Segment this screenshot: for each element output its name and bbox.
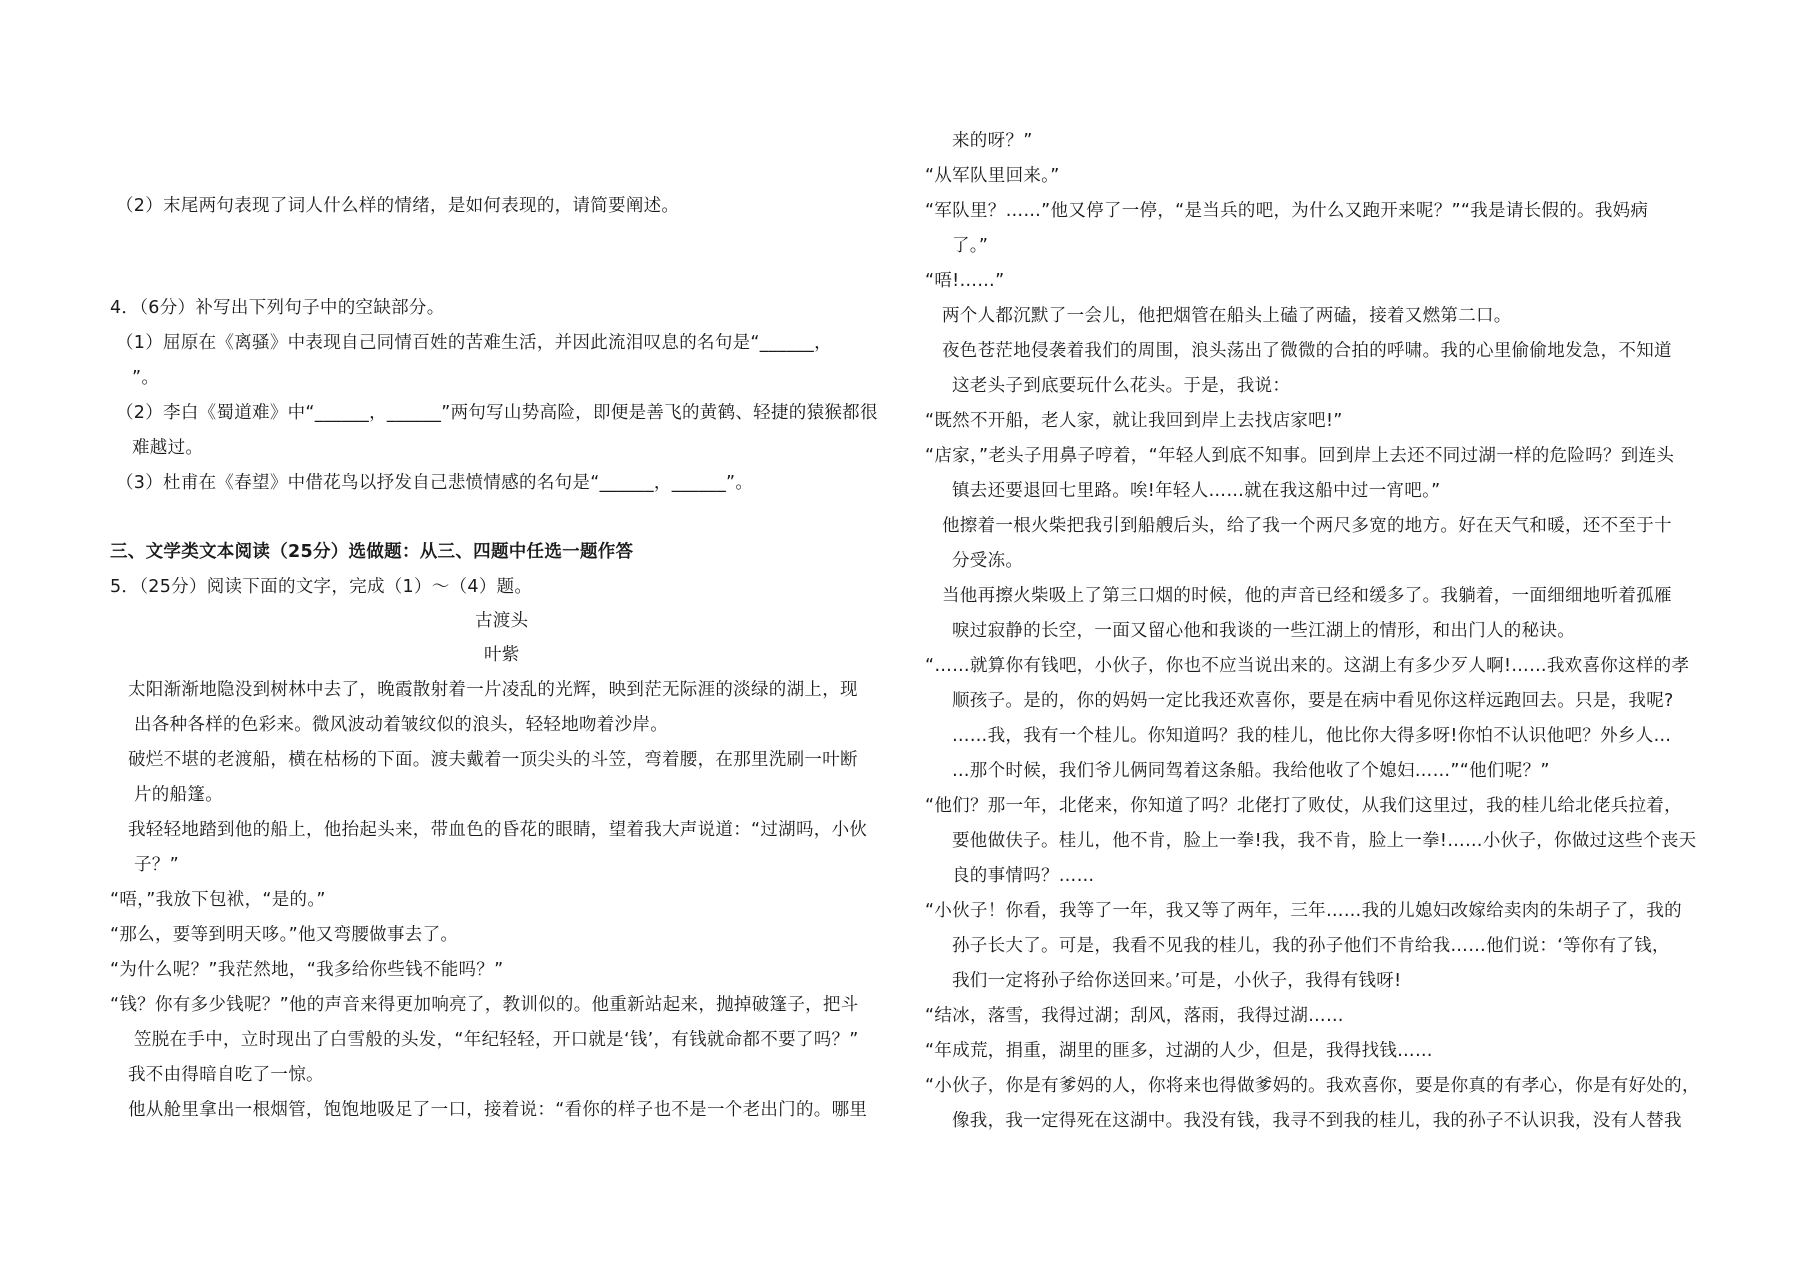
right-text-line: “唔!……” (925, 271, 1005, 291)
right-text-line: 这老头子到底要玩什么花头。于是，我说： (952, 376, 1291, 396)
right-text-line: 孙子长大了。可是，我看不见我的桂儿，我的孙子他们不肯给我……他们说：‘等你有了钱， (952, 936, 1670, 956)
left-text-line: 我不由得暗自吃了一惊。 (128, 1065, 324, 1085)
left-text-line: 难越过。 (132, 438, 204, 458)
right-text-line: 了。” (952, 236, 989, 256)
left-text-line: （3）杜甫在《春望》中借花鸟以抒发自己悲愤情感的名句是“______，______”。 (116, 473, 754, 493)
right-text-line: “既然不开船，老人家，就让我回到岸上去找店家吧!” (925, 411, 1343, 431)
right-text-line: ……我，我有一个桂儿。你知道吗？我的桂儿，他比你大得多呀!你怕不认识他吧？外乡人… (952, 726, 1672, 746)
left-text-line: 片的船篷。 (134, 785, 223, 805)
right-text-line: 像我，我一定得死在这湖中。我没有钱，我寻不到我的桂儿，我的孙子不认识我，没有人替我 (952, 1111, 1682, 1131)
right-text-line: 良的事情吗？…… (952, 866, 1095, 886)
right-text-line: “结冰，落雪，我得过湖；刮风，落雨，我得过湖…… (925, 1006, 1344, 1026)
left-text-line: 我轻轻地踏到他的船上，他抬起头来，带血色的昏花的眼睛，望着我大声说道：“过湖吗，小伙 (128, 820, 868, 840)
right-text-line: “小伙子，你是有爹妈的人，你将来也得做爹妈的。我欢喜你，要是你真的有孝心，你是有好处的， (925, 1076, 1700, 1096)
right-text-line: 要他做伕子。桂儿，他不肯，脸上一拳!我，我不肯，脸上一拳!……小伙子，你做过这些个丧天 (952, 831, 1697, 851)
left-text-line: 古渡头 (475, 611, 529, 631)
right-text-line: “从军队里回来。” (925, 166, 1060, 186)
left-text-line: （2）李白《蜀道难》中“______，______”两句写山势高险，即便是善飞的黄鹤、轻捷的猿猴都很 (116, 403, 878, 423)
left-text-line: 破烂不堪的老渡船，横在枯杨的下面。渡夫戴着一顶尖头的斗笠，弯着腰，在那里洗刷一叶断 (128, 750, 858, 770)
right-text-line: 来的呀？” (952, 131, 1033, 151)
left-text-line: 三、文学类文本阅读（25分）选做题：从三、四题中任选一题作答 (110, 542, 634, 562)
right-text-line: 分受冻。 (952, 551, 1024, 571)
left-text-line: ”。 (132, 368, 160, 388)
left-text-line: “唔，”我放下包袱，“是的。” (110, 890, 326, 910)
right-text-line: 我们一定将孙子给你送回来。’可是，小伙子，我得有钱呀! (952, 971, 1402, 991)
left-text-line: 出各种各样的色彩来。微风波动着皱纹似的浪头，轻轻地吻着沙岸。 (134, 715, 668, 735)
right-text-line: “小伙子！你看，我等了一年，我又等了两年，三年……我的儿媳妇改嫁给卖肉的朱胡子了，我的 (925, 901, 1682, 921)
right-text-line: “他们？那一年，北佬来，你知道了吗？北佬打了败仗，从我们这里过，我的桂儿给北佬兵拉着， (925, 796, 1682, 816)
left-text-line: 笠脱在手中，立时现出了白雪般的头发，“年纪轻轻，开口就是‘钱’，有钱就命都不要了吗？” (134, 1030, 859, 1050)
right-text-line: “年成荒，捐重，湖里的匪多，过湖的人少，但是，我得找钱…… (925, 1041, 1433, 1061)
left-text-line: “那么，要等到明天哆。”他又弯腰做事去了。 (110, 925, 459, 945)
right-text-line: 当他再擦火柴吸上了第三口烟的时候，他的声音已经和缓多了。我躺着，一面细细地听着孤雁 (942, 586, 1672, 606)
right-text-line: 顺孩子。是的，你的妈妈一定比我还欢喜你，要是在病中看见你这样远跑回去。只是，我呢? (952, 691, 1674, 711)
left-text-line: “为什么呢？”我茫然地，“我多给你些钱不能吗？” (110, 960, 504, 980)
right-text-line: 镇去还要退回七里路。唉!年轻人……就在我这船中过一宵吧。” (952, 481, 1441, 501)
right-text-line: “店家，”老头子用鼻子哼着，“年轻人到底不知事。回到岸上去还不同过湖一样的危险吗？到连头 (925, 446, 1675, 466)
left-text-line: （2）末尾两句表现了词人什么样的情绪，是如何表现的，请简要阐述。 (116, 196, 680, 216)
right-text-line: 夜色苍茫地侵袭着我们的周围，浪头荡出了微微的合拍的呼啸。我的心里偷偷地发急，不知道 (942, 341, 1672, 361)
right-text-line: 唳过寂静的长空，一面又留心他和我谈的一些江湖上的情形，和出门人的秘诀。 (952, 621, 1575, 641)
right-text-line: 两个人都沉默了一会儿，他把烟管在船头上磕了两磕，接着又燃第二口。 (942, 306, 1512, 326)
left-text-line: （1）屈原在《离骚》中表现自己同情百姓的苦难生活，并因此流泪叹息的名句是“______， (116, 333, 832, 353)
left-text-line: 太阳渐渐地隐没到树林中去了，晚霞散射着一片凌乱的光辉，映到茫无际涯的淡绿的湖上，现 (128, 680, 858, 700)
left-text-line: 子？” (134, 855, 179, 875)
right-text-line: “……就算你有钱吧，小伙子，你也不应当说出来的。这湖上有多少歹人啊!……我欢喜你这样的孝 (925, 656, 1690, 676)
right-text-line: …那个时候，我们爷儿俩同驾着这条船。我给他收了个媳妇……”“他们呢？” (952, 761, 1550, 781)
right-text-line: “军队里？……”他又停了一停，“是当兵的吧，为什么又跑开来呢？”“我是请长假的。我妈病 (925, 201, 1649, 221)
left-text-line: 叶紫 (484, 645, 520, 665)
left-text-line: 他从舱里拿出一根烟管，饱饱地吸足了一口，接着说：“看你的样子也不是一个老出门的。哪里 (128, 1100, 868, 1120)
right-text-line: 他擦着一根火柴把我引到船艘后头，给了我一个两尺多宽的地方。好在天气和暖，还不至于十 (942, 516, 1672, 536)
left-text-line: 4．（6分）补写出下列句子中的空缺部分。 (110, 298, 445, 318)
left-text-line: 5．（25分）阅读下面的文字，完成（1）～（4）题。 (110, 577, 533, 597)
left-text-line: “钱？你有多少钱呢？”他的声音来得更加响亮了，教训似的。他重新站起来，抛掉破篷子，把斗 (110, 995, 859, 1015)
